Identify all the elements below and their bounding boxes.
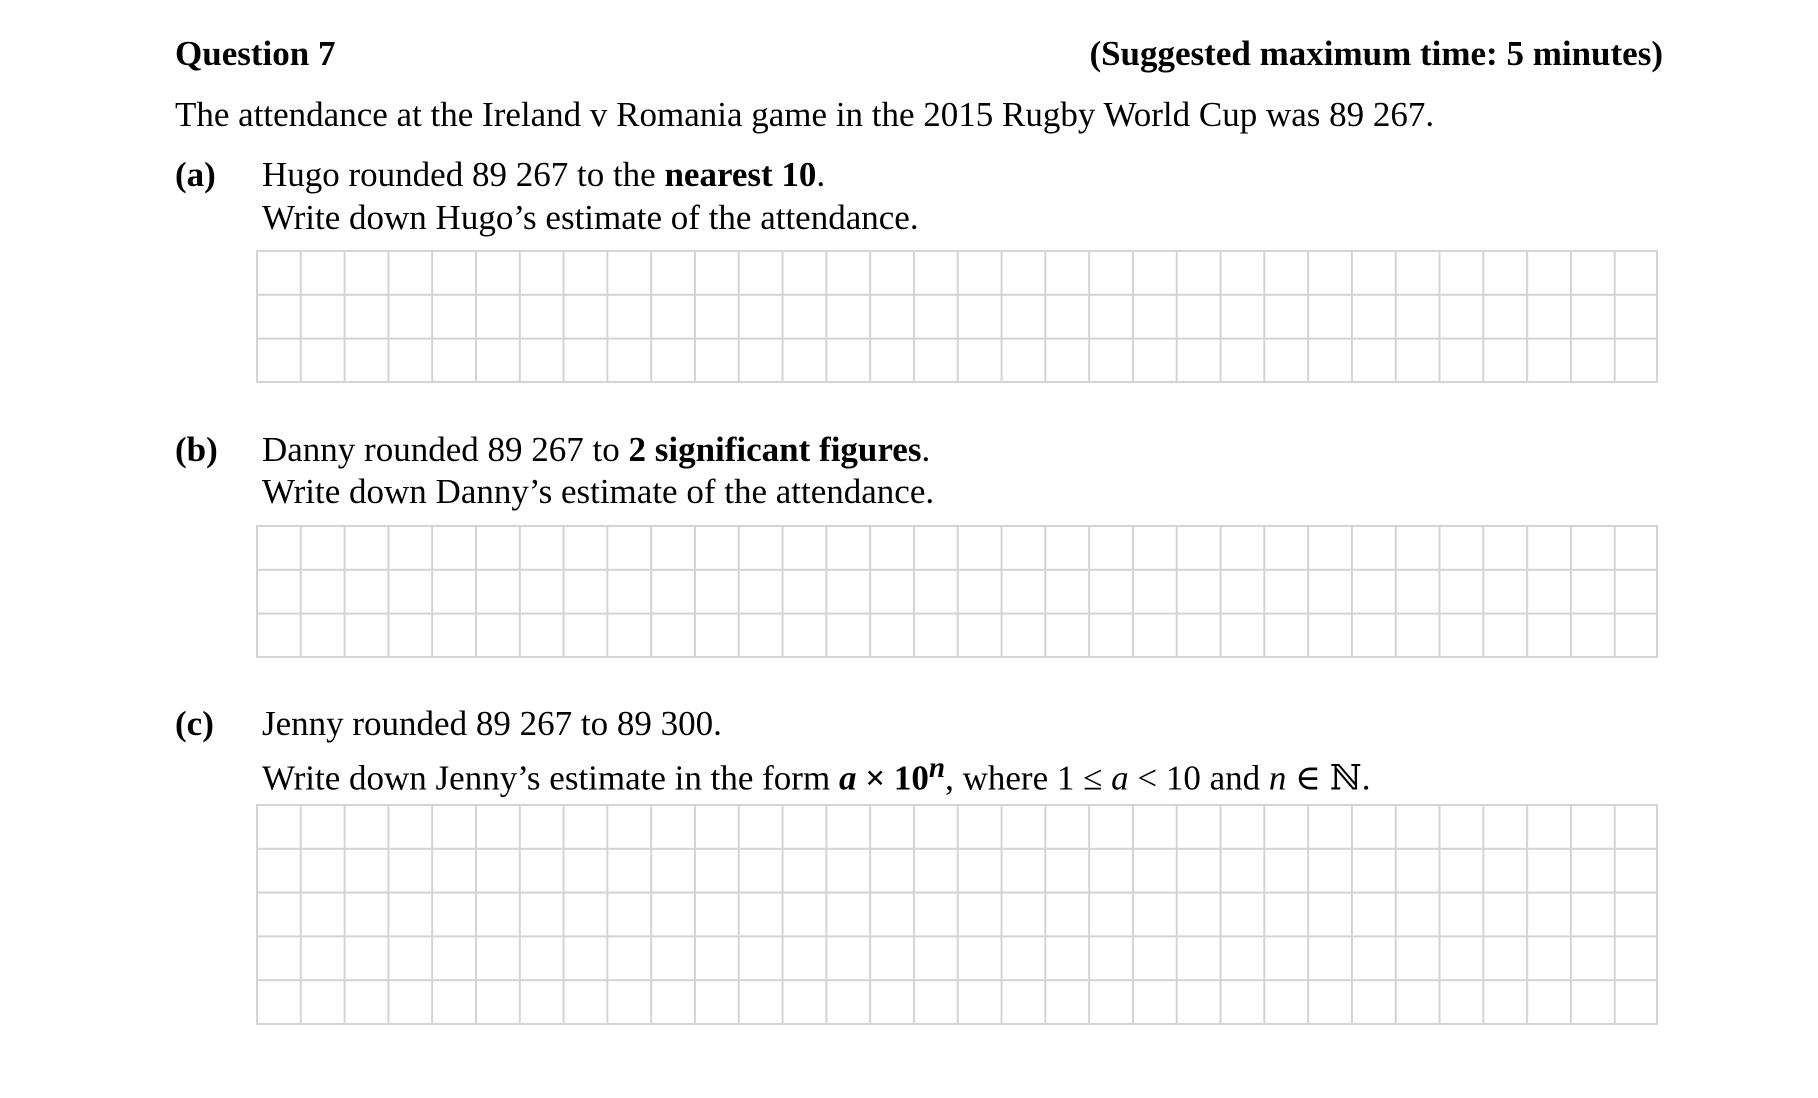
answer-grid-c[interactable] (256, 804, 1658, 1025)
part-c-label: (c) (175, 704, 214, 743)
part-a-text: Hugo rounded 89 267 to the (262, 155, 665, 194)
part-a-label: (a) (175, 155, 216, 194)
part-a-line2: Write down Hugo’s estimate of the attendance. (262, 198, 919, 237)
math-var-a: a (1111, 758, 1129, 798)
part-a-line1 (262, 155, 825, 195)
part-b-label: (b) (175, 430, 218, 469)
part-c-naturals: ∈ ℕ. (1286, 758, 1371, 798)
math-var-a-bold: a (838, 758, 857, 798)
answer-grid-a[interactable] (256, 250, 1658, 383)
math-var-n: n (1268, 758, 1287, 798)
part-b-line2: Write down Danny’s estimate of the attendance. (262, 472, 935, 511)
part-b-text: Danny rounded 89 267 to (262, 430, 629, 469)
suggested-time: (Suggested maximum time: 5 minutes) (1089, 34, 1663, 73)
question-title: Question 7 (175, 34, 336, 73)
part-b-line1 (262, 430, 930, 470)
math-exponent-n: n (928, 752, 946, 784)
part-c-line1: Jenny rounded 89 267 to 89 300. (262, 704, 722, 743)
part-c-where: , where 1 ≤ (945, 758, 1112, 798)
part-c-line2 (262, 752, 1371, 799)
math-times-ten: × 10 (856, 758, 929, 798)
part-c-text: Write down Jenny’s estimate in the form (262, 758, 839, 798)
part-b-emphasis: 2 significant figures (628, 430, 922, 469)
part-a-emphasis: nearest 10 (664, 155, 817, 194)
answer-grid-b[interactable] (256, 525, 1658, 658)
part-c-lt: < 10 and (1128, 758, 1269, 798)
part-b-period: . (921, 430, 931, 469)
part-a-period: . (816, 155, 826, 194)
question-intro: The attendance at the Ireland v Romania game in the 2015 Rugby World Cup was 89 267. (175, 95, 1435, 134)
